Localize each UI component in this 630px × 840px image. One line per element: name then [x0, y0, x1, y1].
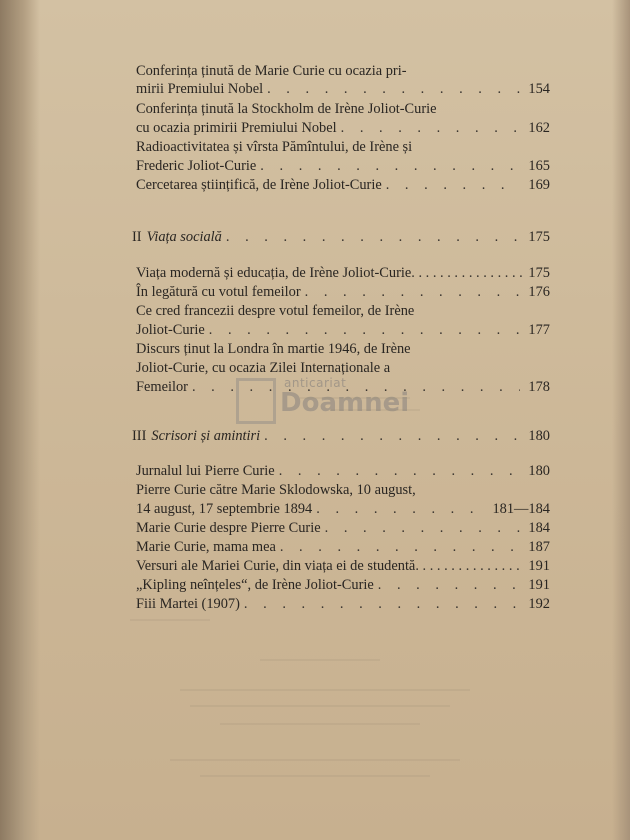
toc-entry-text: Radioactivitatea și vîrsta Pămîntului, de Irène și — [136, 139, 413, 155]
toc-page-number: 184 — [528, 520, 550, 536]
toc-entry — [136, 595, 550, 613]
section-number: II — [132, 229, 142, 245]
toc-entry-text: Viața modernă și educația, de Irène Joliot-Curie — [136, 265, 412, 281]
toc-entry-text: Joliot-Curie, cu ocazia Zilei Internaționale a — [136, 360, 391, 376]
leader-dots — [264, 427, 520, 445]
toc-page-number: 175 — [528, 265, 550, 281]
toc-page-number: 177 — [528, 322, 550, 338]
leader-dots — [260, 157, 520, 175]
leader-dots — [279, 462, 520, 480]
toc-page-number: 162 — [528, 120, 550, 136]
leader-dots — [267, 80, 520, 98]
watermark-frame-icon — [236, 378, 276, 424]
watermark-small-text: anticariat — [284, 376, 347, 390]
toc-entry-text: Conferința ținută la Stockholm de Irène Joliot-Curie — [136, 101, 437, 117]
toc-entry — [136, 138, 550, 156]
toc-entry-text: Conferința ținută de Marie Curie cu ocazia pri- — [136, 63, 407, 79]
toc-entry — [136, 359, 550, 377]
toc-entry — [136, 576, 550, 594]
toc-entry — [136, 302, 550, 320]
toc-entry — [136, 157, 550, 175]
toc-entry — [136, 176, 550, 194]
toc-entry-text: Ce cred francezii despre votul femeilor, de Irène — [136, 303, 415, 319]
toc-entry — [136, 264, 550, 282]
toc-entry-text: Cercetarea științifică, de Irène Joliot-Curie — [136, 177, 382, 193]
toc-entry — [136, 321, 550, 339]
toc-entry-text: Marie Curie, mama mea — [136, 539, 276, 555]
leader-dots — [280, 538, 520, 556]
toc-entry-text: Versuri ale Mariei Curie, din viața ei de studentă — [136, 558, 416, 574]
page-edge-shadow — [612, 0, 630, 840]
toc-entry-text: cu ocazia primirii Premiului Nobel — [136, 120, 337, 136]
leader-dots — [226, 228, 520, 246]
leader-dots — [209, 321, 520, 339]
section-title: Viața socială — [146, 229, 222, 245]
toc-entry — [136, 283, 550, 301]
toc-page-number: 165 — [528, 158, 550, 174]
leader-dots — [244, 595, 520, 613]
toc-page-number: 169 — [528, 177, 550, 193]
toc-page-number: 178 — [528, 379, 550, 395]
toc-page-number: 191 — [528, 558, 550, 574]
leader-dots — [341, 119, 520, 137]
leader-dots — [386, 176, 520, 194]
toc-entry — [136, 519, 550, 537]
toc-entry-text: mirii Premiului Nobel — [136, 81, 264, 97]
toc-entry-text: „Kipling neînțeles“, de Irène Joliot-Curie — [136, 577, 374, 593]
section-title: Scrisori și amintiri — [151, 428, 261, 444]
toc-page-number: 192 — [528, 596, 550, 612]
toc-entry — [136, 80, 550, 98]
toc-page-number: 154 — [528, 81, 550, 97]
toc-entry-text: 14 august, 17 septembrie 1894 — [136, 501, 313, 517]
section-number: III — [132, 428, 147, 444]
leader-dots — [325, 519, 520, 537]
toc-entry — [136, 538, 550, 556]
page-edge-shadow — [0, 0, 40, 840]
watermark-big-text: Doamnei — [280, 388, 410, 418]
toc-entry-text: Joliot-Curie — [136, 322, 205, 338]
toc-entry-text: Pierre Curie către Marie Sklodowska, 10 august, — [136, 482, 416, 498]
toc-entry — [136, 462, 550, 480]
toc-entry — [136, 500, 550, 518]
toc-entry-text: Discurs ținut la Londra în martie 1946, de Irène — [136, 341, 411, 357]
toc-page-number: 181—184 — [492, 501, 550, 517]
leader-dots — [316, 500, 488, 518]
leader-dots — [305, 283, 520, 301]
toc-page-number: 175 — [528, 229, 550, 245]
toc-page-number: 187 — [528, 539, 550, 555]
toc-section-heading — [132, 427, 550, 445]
toc-page-number: 191 — [528, 577, 550, 593]
toc-page-number: 180 — [528, 428, 550, 444]
toc-entry-text: Fiii Martei (1907) — [136, 596, 240, 612]
toc-entry — [136, 62, 550, 80]
toc-entry-text: În legătură cu votul femeilor — [136, 284, 301, 300]
toc-entry — [136, 119, 550, 137]
toc-entry — [136, 340, 550, 358]
toc-section-heading — [132, 228, 550, 246]
leader-dots — [378, 576, 520, 594]
toc-page-number: 180 — [528, 463, 550, 479]
toc-entry — [136, 481, 550, 499]
toc-entry-text: Marie Curie despre Pierre Curie — [136, 520, 321, 536]
toc-entry-text: Frederic Joliot-Curie — [136, 158, 257, 174]
watermark-logo — [236, 376, 426, 426]
toc-entry — [136, 100, 550, 118]
toc-entry-text: Femeilor — [136, 379, 188, 395]
toc-entry-text: Jurnalul lui Pierre Curie — [136, 463, 275, 479]
toc-page-number: 176 — [528, 284, 550, 300]
toc-entry — [136, 557, 550, 575]
